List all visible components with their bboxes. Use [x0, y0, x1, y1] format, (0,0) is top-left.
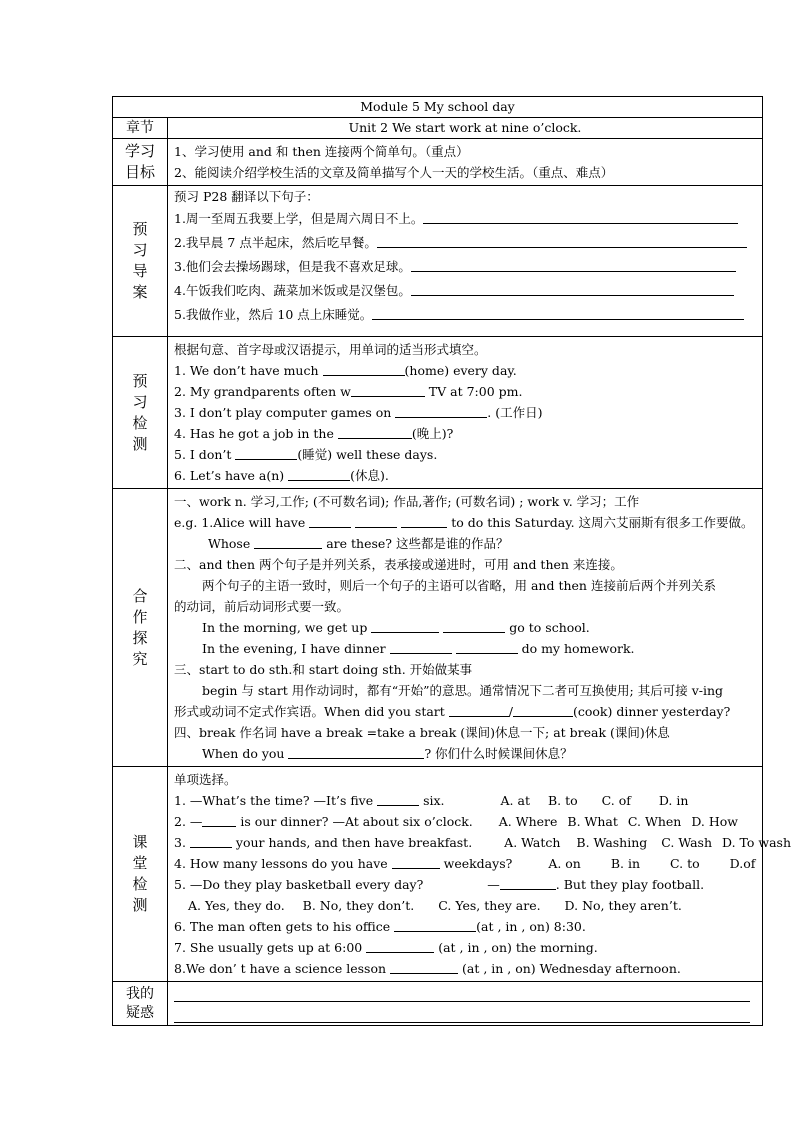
explore-line: e.g. 1.Alice will have to do this Saturday. 这周六艾丽斯有很多工作要做。 — [174, 515, 754, 530]
goals-content — [168, 139, 763, 186]
mc-option: B. to — [547, 793, 578, 808]
fill-item: 4. Has he got a job in the (晚上)? — [174, 426, 454, 441]
prep-question: 6. The man often gets to his office (at , in , on) 8:30. — [174, 919, 586, 934]
mc-option: A. on — [548, 856, 581, 871]
mc-option: C. When — [627, 814, 682, 829]
check-intro: 根据句意、首字母或汉语提示，用单词的适当形式填空。 — [174, 342, 487, 357]
mc-question: 4. How many lessons do you have weekdays? A. on B. in C. to D.of — [174, 853, 756, 874]
chapter-row — [113, 118, 763, 139]
mc-options-row — [174, 895, 756, 916]
mc-option: D. No, they aren’t. — [564, 898, 682, 913]
explore-line: In the morning, we get up go to school. — [202, 620, 590, 635]
classcheck-intro: 单项选择。 — [174, 772, 237, 787]
fill-item: 3. I don’t play computer games on . (工作日) — [174, 405, 543, 420]
doubts-writing-area[interactable] — [168, 982, 763, 1026]
check-content — [168, 337, 763, 489]
preview-row — [113, 186, 763, 337]
check-label: 预 习 检 测 — [113, 337, 168, 489]
doubts-label: 我的 疑惑 — [113, 982, 168, 1026]
mc-option: D. in — [658, 793, 689, 808]
explore-line: 四、break 作名词 have a break =take a break (课间)休息一下; at break (课间)休息 — [174, 725, 670, 740]
explore-row — [113, 489, 763, 767]
preview-label: 预 习 导 案 — [113, 186, 168, 337]
worksheet-table — [112, 96, 792, 1026]
translate-item: 2.我早晨 7 点半起床，然后吃早餐。 — [174, 231, 756, 255]
mc-question: 1. —What’s the time? —It’s five six. A. at B. to C. of D. in — [174, 790, 756, 811]
mc-option: A. Yes, they do. — [188, 898, 285, 913]
writing-line — [174, 984, 750, 1002]
check-row — [113, 337, 763, 489]
translate-item: 1.周一至周五我要上学，但是周六周日不上。 — [174, 207, 756, 231]
mc-question: 2. — is our dinner? —At about six o’clock. A. Where B. What C. When D. How — [174, 811, 756, 832]
explore-label: 合 作 探 究 — [113, 489, 168, 767]
mc-option: B. No, they don’t. — [302, 898, 415, 913]
mc-option: B. Washing — [576, 835, 648, 850]
explore-line: 一、work n. 学习,工作; (不可数名词); 作品,著作; (可数名词) ; work v. 学习；工作 — [174, 494, 640, 509]
mc-option: B. What — [567, 814, 618, 829]
doubts-row — [113, 982, 763, 1026]
fill-item: 2. My grandparents often w TV at 7:00 pm. — [174, 384, 523, 399]
prep-question: 7. She usually gets up at 6:00 (at , in , on) the morning. — [174, 940, 598, 955]
fill-item: 5. I don’t (睡觉) well these days. — [174, 447, 438, 462]
goals-label: 学习 目标 — [113, 139, 168, 186]
translate-item: 4.午饭我们吃肉、蔬菜加米饭或是汉堡包。 — [174, 279, 756, 303]
fill-item: 6. Let’s have a(n) (休息). — [174, 468, 389, 483]
fill-item: 1. We don’t have much (home) every day. — [174, 363, 517, 378]
explore-content — [168, 489, 763, 767]
module-title: Module 5 My school day — [113, 97, 763, 118]
translate-item: 3.他们会去操场踢球，但是我不喜欢足球。 — [174, 255, 756, 279]
explore-line: 二、and then 两个句子是并列关系，表承接或递进时，可用 and then 来连接。 — [174, 557, 623, 572]
translate-item: 5.我做作业，然后 10 点上床睡觉。 — [174, 303, 756, 327]
classcheck-row — [113, 767, 763, 982]
explore-line: 两个句子的主语一致时，则后一个句子的主语可以省略，用 and then 连接前后两个并列关系 — [202, 578, 716, 593]
mc-option: A. at — [500, 793, 530, 808]
explore-line: When do you ? 你们什么时候课间休息？ — [202, 746, 573, 761]
goal-line: 2、能阅读介绍学校生活的文章及简单描写个人一天的学校生活。（重点、难点） — [174, 165, 614, 180]
mc-question: 5. —Do they play basketball every day? — . But they play football. — [174, 877, 705, 892]
chapter-label: 章节 — [113, 118, 168, 139]
chapter-title: Unit 2 We start work at nine o’clock. — [168, 118, 763, 139]
classcheck-label: 课 堂 检 测 — [113, 767, 168, 982]
mc-option: C. of — [601, 793, 631, 808]
explore-line: 三、start to do sth.和 start doing sth. 开始做某事 — [174, 662, 473, 677]
mc-option: C. to — [670, 856, 700, 871]
explore-line: 形式或动词不定式作宾语。When did you start / (cook) dinner yesterday? — [174, 704, 731, 719]
mc-option: D.of — [729, 856, 756, 871]
goal-line: 1、学习使用 and 和 then 连接两个简单句。（重点） — [174, 144, 469, 159]
mc-option: D. How — [691, 814, 738, 829]
classcheck-content — [168, 767, 792, 982]
goals-row — [113, 139, 763, 186]
mc-option: B. in — [610, 856, 641, 871]
mc-option: C. Yes, they are. — [438, 898, 541, 913]
mc-option: A. Where — [498, 814, 558, 829]
explore-line: begin 与 start 用作动词时，都有“开始”的意思。通常情况下二者可互换使用; 其后可接 v-ing — [202, 683, 724, 698]
explore-line: In the evening, I have dinner do my homework. — [202, 641, 635, 656]
writing-line — [174, 1002, 750, 1023]
prep-question: 8.We don’ t have a science lesson (at , in , on) Wednesday afternoon. — [174, 961, 681, 976]
mc-option: C. Wash — [661, 835, 713, 850]
preview-content — [168, 186, 763, 337]
module-title-row — [113, 97, 763, 118]
mc-question: 3. your hands, and then have breakfast. A. Watch B. Washing C. Wash D. To wash — [174, 832, 756, 853]
mc-option: D. To wash — [722, 835, 792, 850]
explore-line: Whose are these? 这些都是谁的作品？ — [208, 536, 509, 551]
explore-line: 的动词，前后动词形式要一致。 — [174, 599, 350, 614]
mc-option: A. Watch — [504, 835, 561, 850]
preview-intro: 预习 P28 翻译以下句子： — [174, 189, 319, 204]
